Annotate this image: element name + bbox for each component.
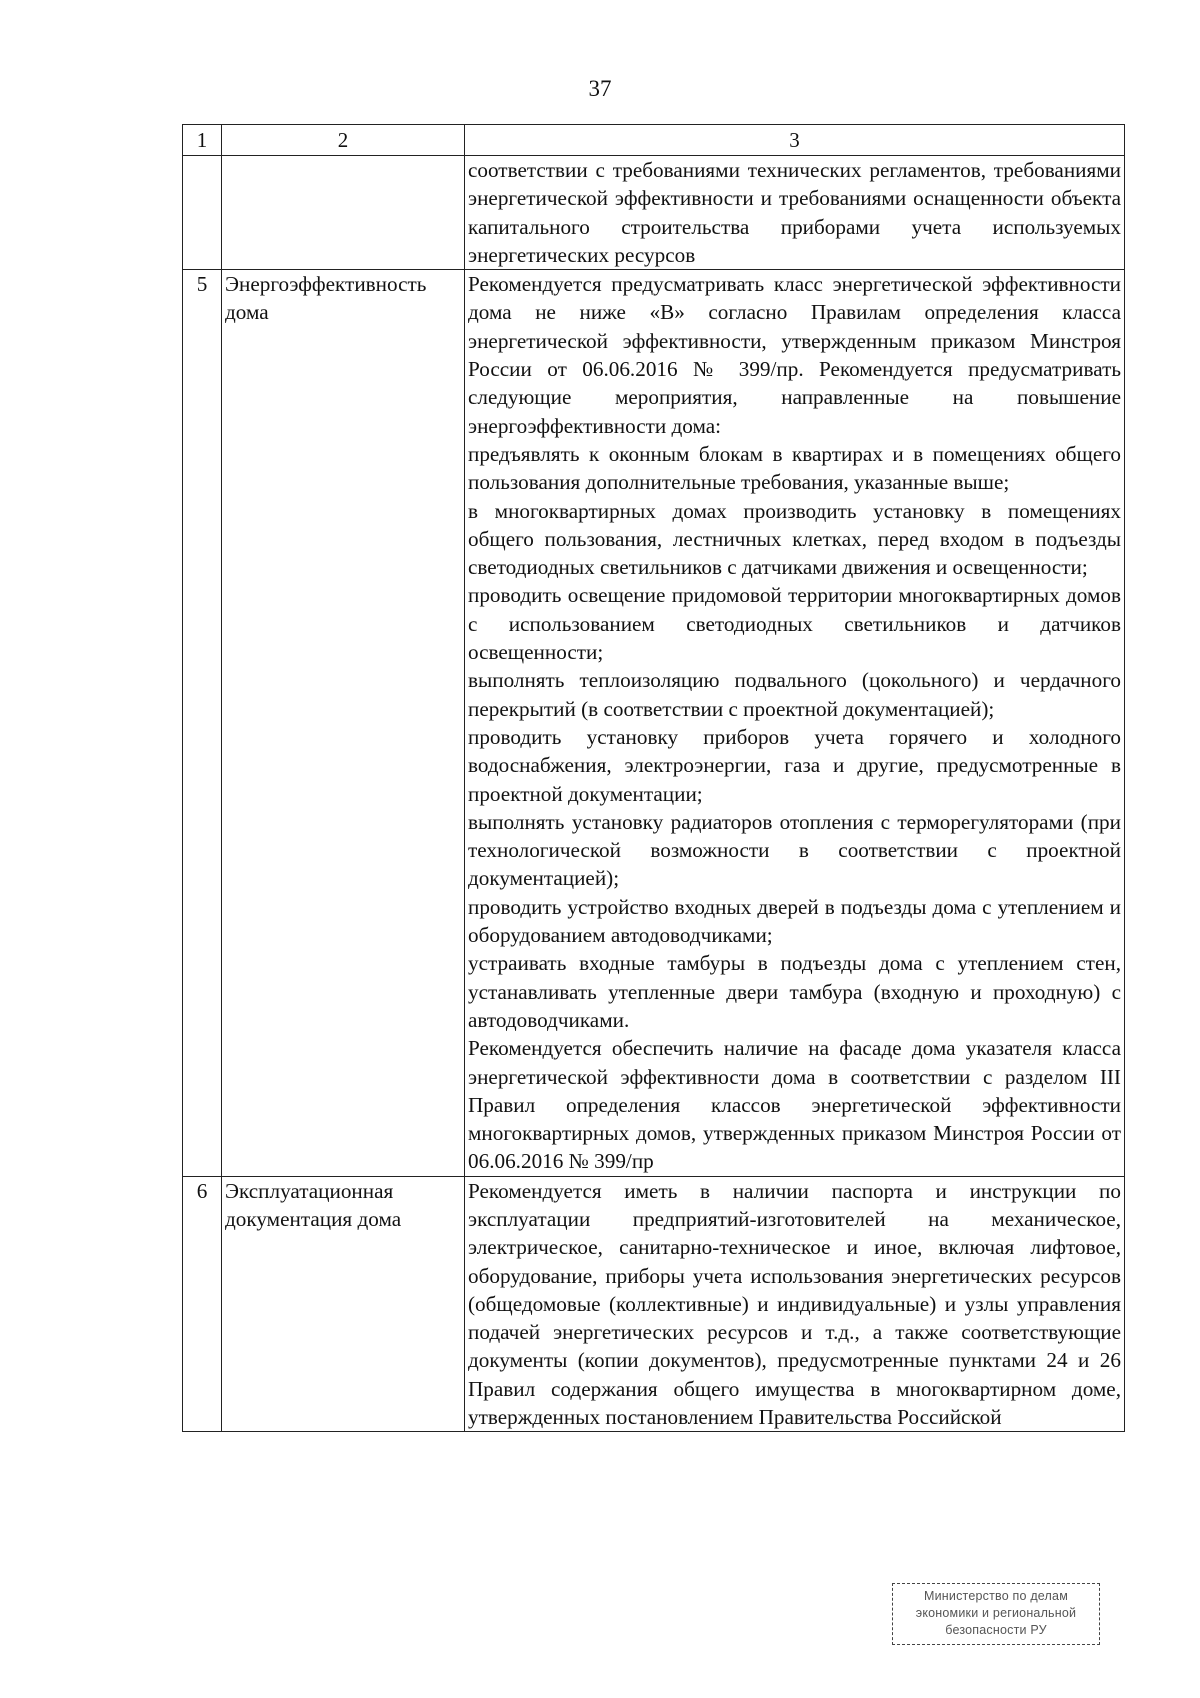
row-text-cell [465,270,1125,1177]
paragraph: Рекомендуется предусматривать класс энергетической эффективности дома не ниже «В» согласно Правилам определения класса энергетической эффективности, утвержденным приказом Минстроя России от 06.06.2016 № 399/пр. Рекомендуется предусматривать следующие мероприятия, направленные на повышение энергоэффективности дома: [468,272,1121,438]
paragraph: в многоквартирных домах производить установку в помещениях общего пользования, лестничных клетках, перед входом в подъезды светодиодных светильников с датчиками движения и освещенности; [468,498,1121,580]
table-header-row [183,125,1125,156]
table-row-5 [183,270,1125,1177]
row-name: Эксплуатационная документация дома [222,1176,465,1432]
table-row-continuation [183,156,1125,270]
paragraph: Рекомендуется иметь в наличии паспорта и инструкции по эксплуатации предприятий-изготовителей на механическое, электрическое, санитарно-техническое и иное, включая лифтовое, оборудование, приборы учета использования энергетических ресурсов (общедомовые (коллективные) и индивидуальные) и узлы управления подачей энергетических ресурсов и т.д., а также соответствующие документы (копии документов), предусмотренные пунктами 24 и 26 Правил содержания общего имущества в многоквартирном доме, утвержденных постановлением Правительства Российской [468,1178,1121,1430]
row-number-cell [183,156,222,270]
stamp-line: экономики и региональной [915,1606,1077,1620]
paragraph: выполнять теплоизоляцию подвального (цокольного) и чердачного перекрытий (в соответствии с проектной документацией); [468,668,1121,721]
ministry-stamp [892,1583,1100,1645]
stamp-line: Министерство по делам [924,1589,1068,1603]
header-col-3: 3 [465,125,1125,156]
paragraph: устраивать входные тамбуры в подъезды дома с утеплением стен, устанавливать утепленные двери тамбура (входную и проходную) с автодоводчиками. [468,951,1121,1032]
paragraph: проводить устройство входных дверей в подъезды дома с утеплением и оборудованием автодоводчиками; [468,894,1121,948]
row-number: 5 [183,270,222,1177]
paragraph: выполнять установку радиаторов отопления с терморегуляторами (при технологической возможности в соответствии с проектной документацией); [468,809,1121,891]
continuation-paragraph: соответствии с требованиями технических регламентов, требованиями энергетической эффективности и требованиями оснащенности объекта капитального строительства приборами учета используемых энергетических ресурсов [468,158,1121,267]
row-name-cell [222,156,465,270]
row-number: 6 [183,1176,222,1432]
row-name: Энергоэффективность дома [222,270,465,1177]
row-text-cell [465,1176,1125,1432]
header-col-1: 1 [183,125,222,156]
table-row-6 [183,1176,1125,1432]
page-number: 37 [588,76,612,101]
paragraph: Рекомендуется обеспечить наличие на фасаде дома указателя класса энергетической эффективности дома в соответствии с разделом III Правил определения классов энергетической эффективности многоквартирных домов, утвержденных приказом Минстроя России от 06.06.2016 № 399/пр [468,1036,1121,1174]
row-text-cell [465,156,1125,270]
stamp-line: безопасности РУ [945,1623,1047,1637]
header-col-2: 2 [222,125,465,156]
paragraph: проводить освещение придомовой территории многоквартирных домов с использованием светодиодных светильников и датчиков освещенности; [468,583,1121,665]
paragraph: проводить установку приборов учета горячего и холодного водоснабжения, электроэнергии, газа и другие, предусмотренные в проектной документации; [468,724,1121,806]
paragraph: предъявлять к оконным блокам в квартирах и в помещениях общего пользования дополнительные требования, указанные выше; [468,441,1121,495]
requirements-table [182,124,1125,1432]
